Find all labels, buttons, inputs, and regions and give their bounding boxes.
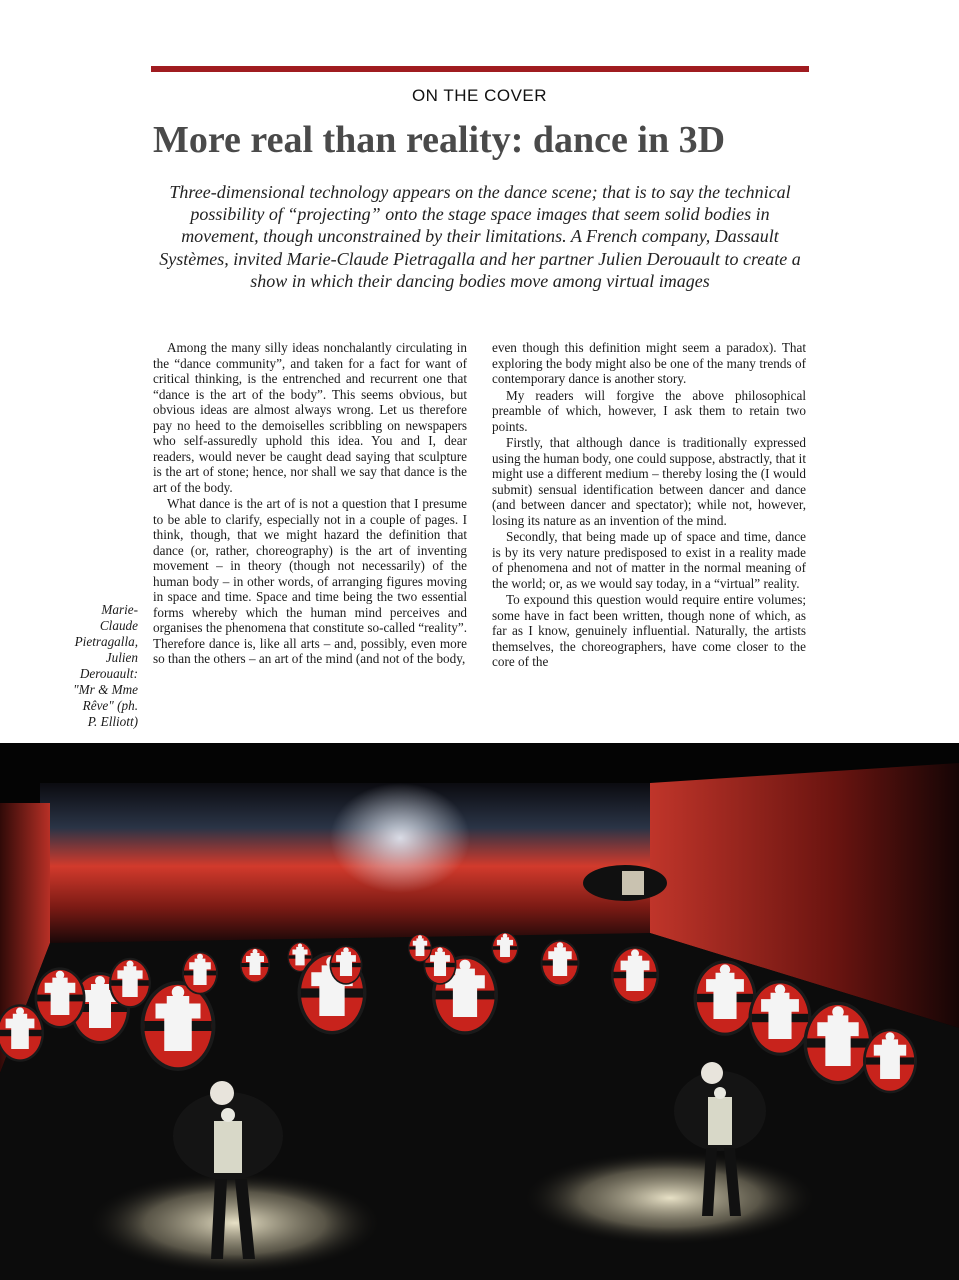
caption-line: Pietragalla, [74,634,138,649]
body-paragraph: Firstly, that although dance is traditionally expressed using the human body, one could suppose, abstractly, that it might use a different medium – thereby losing the (I would submit) sensual identification between dancer and dance (and between dancer and spectator); while not, however, losing its nature as an invention of the mind. [492,435,806,528]
body-paragraph: What dance is the art of is not a question that I presume to be able to clarify, especially not in a couple of pages. I think, though, that we might hazard the definition that dance (or, rather, choreography) is the art of inventing movement – in theory (though not necessarily) of the human body – in other words, of arranging figures moving in space and time. Space and time being the two essential forms whereby which the human mind perceives and organises the phenomena that constitute so-called “reality”. Therefore dance is, like all arts – and, possibly, even more so than the others – an art of the mind (and not of the body, [153,496,467,666]
article-standfirst: Three-dimensional technology appears on the dance scene; that is to say the technical possibility of “projecting” onto the stage space images that seem solid bodies in movement, though unconstrained by their limitations. A French company, Dassault Systèmes, invited Marie-Claude Pietragalla and her partner Julien Derouault to create a show in which their dancing bodies move among virtual images [159,182,801,291]
section-rule [151,66,809,72]
body-paragraph: even though this definition might seem a paradox). That exploring the body might also be one of the many trends of contemporary dance is another story. [492,340,806,386]
body-column-right [492,340,806,732]
caption-line: Marie- [101,602,138,617]
body-paragraph: Among the many silly ideas nonchalantly circulating in the “dance community”, and taken for a fact for want of critical thinking, is the entrenched and recurrent one that “dance is the art of the body”. This seems obvious, but obvious ideas are almost always wrong. Let us therefore pay no heed to the demoiselles scribbling on newspapers who self-assuredly uphold this idea. You and I, dear readers, would never be caught dead saying that sculpture is the art of stone; hence, nor shall we say that dance is the art of the body. [153,340,467,495]
body-column-left [153,340,467,732]
body-paragraph: My readers will forgive the above philosophical preamble of which, however, I ask them to retain two points. [492,387,806,434]
body-paragraph: Secondly, that being made up of space and time, dance is by its very nature predisposed to exist in a reality made of phenomena and not of matter in the normal meaning of the world; or, as we would say today, in a “virtual” reality. [492,529,806,591]
caption-line: P. Elliott) [87,714,138,729]
caption-line: Julien [105,650,138,665]
body-paragraph: To expound this question would require entire volumes; some have in fact been written, though none of which, as far as I know, genuinely influential. Naturally, the artists themselves, the choreographers, have come closer to the core of the [492,592,806,669]
caption-line: Derouault: [79,666,138,681]
article-title: More real than reality: dance in 3D [153,119,726,161]
caption-line: "Mr & Mme [73,682,138,697]
photo-caption [40,602,138,730]
stage-photo [0,743,959,1280]
section-label: ON THE COVER [411,86,548,105]
stage-photo-illustration [0,743,959,1280]
caption-line: Claude [99,618,138,633]
caption-line: Rêve" (ph. [82,698,138,713]
